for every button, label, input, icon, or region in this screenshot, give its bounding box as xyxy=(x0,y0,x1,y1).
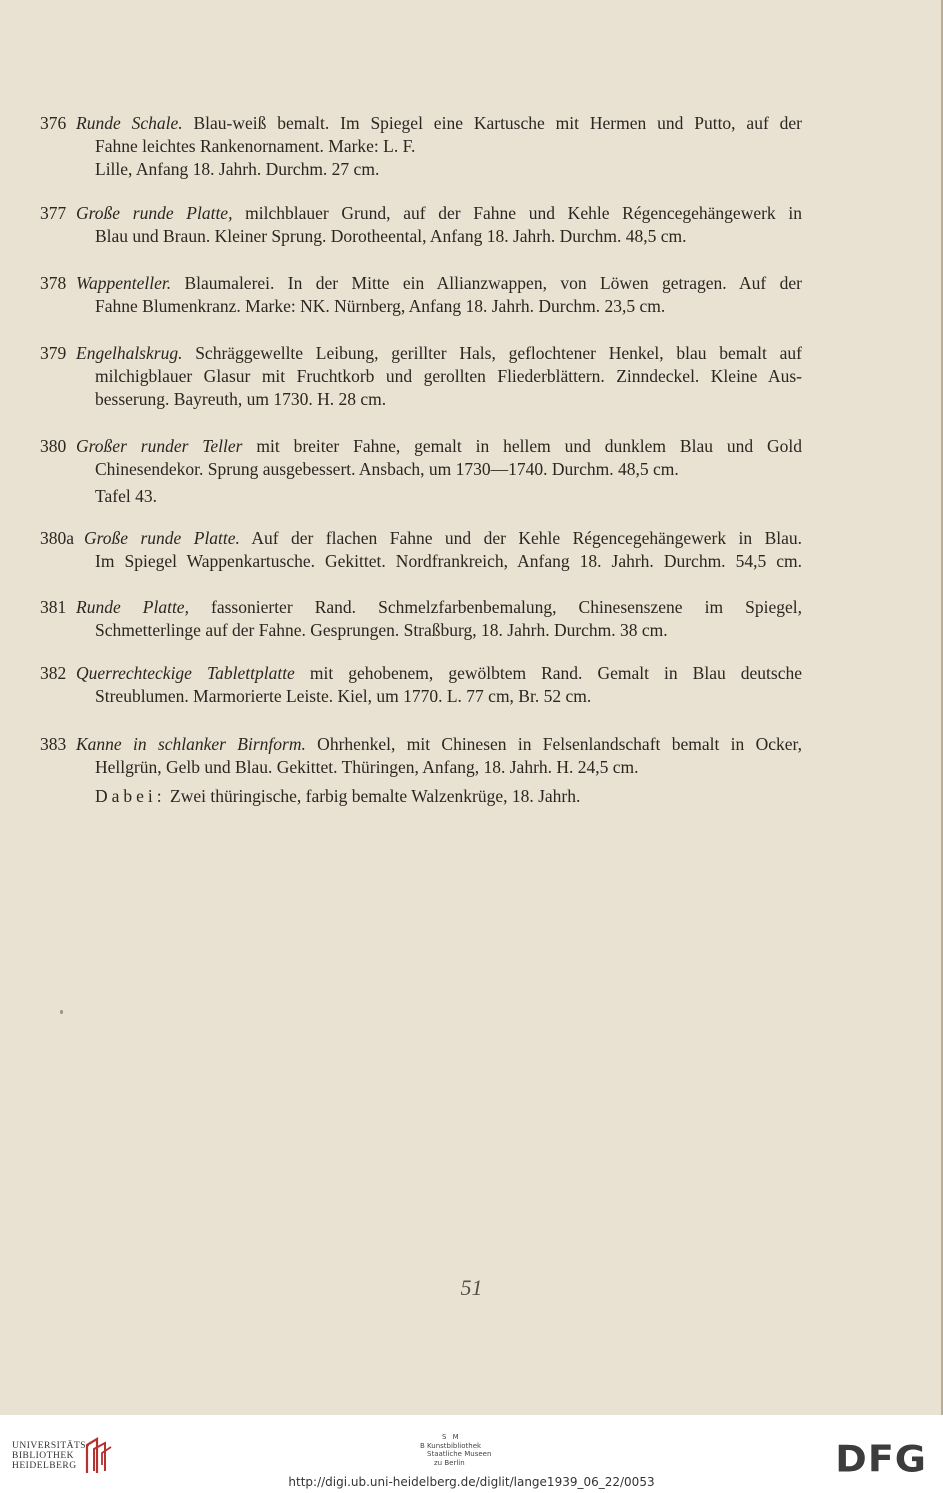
heidelberg-library-logo-icon xyxy=(83,1435,115,1475)
dabei-note xyxy=(40,785,802,808)
entry-text: Schmetterlinge auf der Fahne. Gesprungen. Straßburg, 18. Jahrh. Durchm. 38 cm. xyxy=(95,620,668,640)
entry-text: Streublumen. Marmorierte Leiste. Kiel, um 1770. L. 77 cm, Br. 52 cm. xyxy=(95,686,592,706)
entry-title: Querrechteckige Tablettplatte xyxy=(76,663,295,683)
entry-text: mit breiter Fahne, gemalt in hellem und dunklem Blau und Gold xyxy=(242,436,802,456)
entry-number: 383 xyxy=(40,734,67,754)
entry-title: Kanne in schlanker Birnform. xyxy=(76,734,306,754)
entry-text: Im Spiegel Wappenkartusche. Gekittet. Nordfrankreich, Anfang 18. Jahrh. Durchm. 54,5 cm. xyxy=(95,551,802,571)
dabei-label: Dabei: xyxy=(95,786,166,806)
entry-text: Schräggewellte Leibung, gerillter Hals, geflochtener Henkel, blau bemalt auf xyxy=(182,343,802,363)
entry-text: Blau und Braun. Kleiner Sprung. Dorotheental, Anfang 18. Jahrh. Durchm. 48,5 cm. xyxy=(95,226,687,246)
entry-title: Wappenteller. xyxy=(76,273,172,293)
catalog-entry-380 xyxy=(40,435,802,508)
dfg-logo: DFG xyxy=(835,1438,927,1480)
entry-number: 382 xyxy=(40,663,67,683)
catalog-entry-376 xyxy=(40,112,802,181)
smb-kunstbibliothek-credit: S M B Kunstbibliothek Staatliche Museen zu Berlin xyxy=(420,1433,492,1467)
entry-title: Runde Schale. xyxy=(76,113,183,133)
entry-title: Runde Platte, xyxy=(76,597,189,617)
catalog-entry-381 xyxy=(40,596,802,642)
entry-number: 378 xyxy=(40,273,67,293)
entry-text: Blau-weiß bemalt. Im Spiegel eine Kartusche mit Hermen und Putto, auf der xyxy=(182,113,802,133)
entry-text: Fahne Blumenkranz. Marke: NK. Nürnberg, Anfang 18. Jahrh. Durchm. 23,5 cm. xyxy=(95,296,666,316)
digitization-footer xyxy=(0,1415,943,1493)
entry-number: 377 xyxy=(40,203,67,223)
entry-number: 381 xyxy=(40,597,67,617)
entry-text: Hellgrün, Gelb und Blau. Gekittet. Thüringen, Anfang, 18. Jahrh. H. 24,5 cm. xyxy=(95,757,639,777)
entry-text: mit gehobenem, gewölbtem Rand. Gemalt in Blau deutsche xyxy=(294,663,802,683)
entry-title: Große runde Platte, xyxy=(76,203,233,223)
entry-text: Fahne leichtes Rankenornament. Marke: L. F. xyxy=(95,136,416,156)
entry-text: Ohrhenkel, mit Chinesen in Felsenlandschaft bemalt in Ocker, xyxy=(305,734,803,754)
entry-text: Blaumalerei. In der Mitte ein Allianzwappen, von Löwen getragen. Auf der xyxy=(171,273,802,293)
catalog-entry-382 xyxy=(40,662,802,708)
catalog-entry-378 xyxy=(40,272,802,318)
entry-number: 380a xyxy=(40,528,75,548)
dabei-text: Zwei thüringische, farbig bemalte Walzenkrüge, 18. Jahrh. xyxy=(165,786,581,806)
page-number: 51 xyxy=(460,1275,483,1300)
heidelberg-library-name: UNIVERSITÄTS- BIBLIOTHEK HEIDELBERG xyxy=(12,1441,90,1471)
entry-text: milchblauer Grund, auf der Fahne und Kehle Régencegehängewerk in xyxy=(232,203,802,223)
paper-speck xyxy=(60,1010,63,1014)
catalog-entry-379 xyxy=(40,342,802,411)
catalog-entry-380a xyxy=(40,527,802,573)
entry-number: 380 xyxy=(40,436,67,456)
entry-text: milchigblauer Glasur mit Fruchtkorb und gerollten Fliederblättern. Zinndeckel. Kleine Aus- xyxy=(95,366,802,386)
entry-number: 379 xyxy=(40,343,67,363)
entry-text: Tafel 43. xyxy=(95,486,157,506)
entry-title: Großer runder Teller xyxy=(76,436,243,456)
permalink-url[interactable]: http://digi.ub.uni-heidelberg.de/diglit/lange1939_06_22/0053 xyxy=(288,1475,655,1489)
entry-text: Lille, Anfang 18. Jahrh. Durchm. 27 cm. xyxy=(95,159,380,179)
entry-text: besserung. Bayreuth, um 1730. H. 28 cm. xyxy=(95,389,387,409)
entry-title: Engelhalskrug. xyxy=(76,343,183,363)
catalog-entry-383 xyxy=(40,733,802,808)
entry-text: fassonierter Rand. Schmelzfarbenbemalung, Chinesenszene im Spiegel, xyxy=(188,597,802,617)
catalog-entry-377 xyxy=(40,202,802,248)
entry-number: 376 xyxy=(40,113,67,133)
entry-text: Auf der flachen Fahne und der Kehle Régencegehängewerk in Blau. xyxy=(239,528,802,548)
entry-text: Chinesendekor. Sprung ausgebessert. Ansbach, um 1730—1740. Durchm. 48,5 cm. xyxy=(95,459,679,479)
entry-title: Große runde Platte. xyxy=(84,528,240,548)
